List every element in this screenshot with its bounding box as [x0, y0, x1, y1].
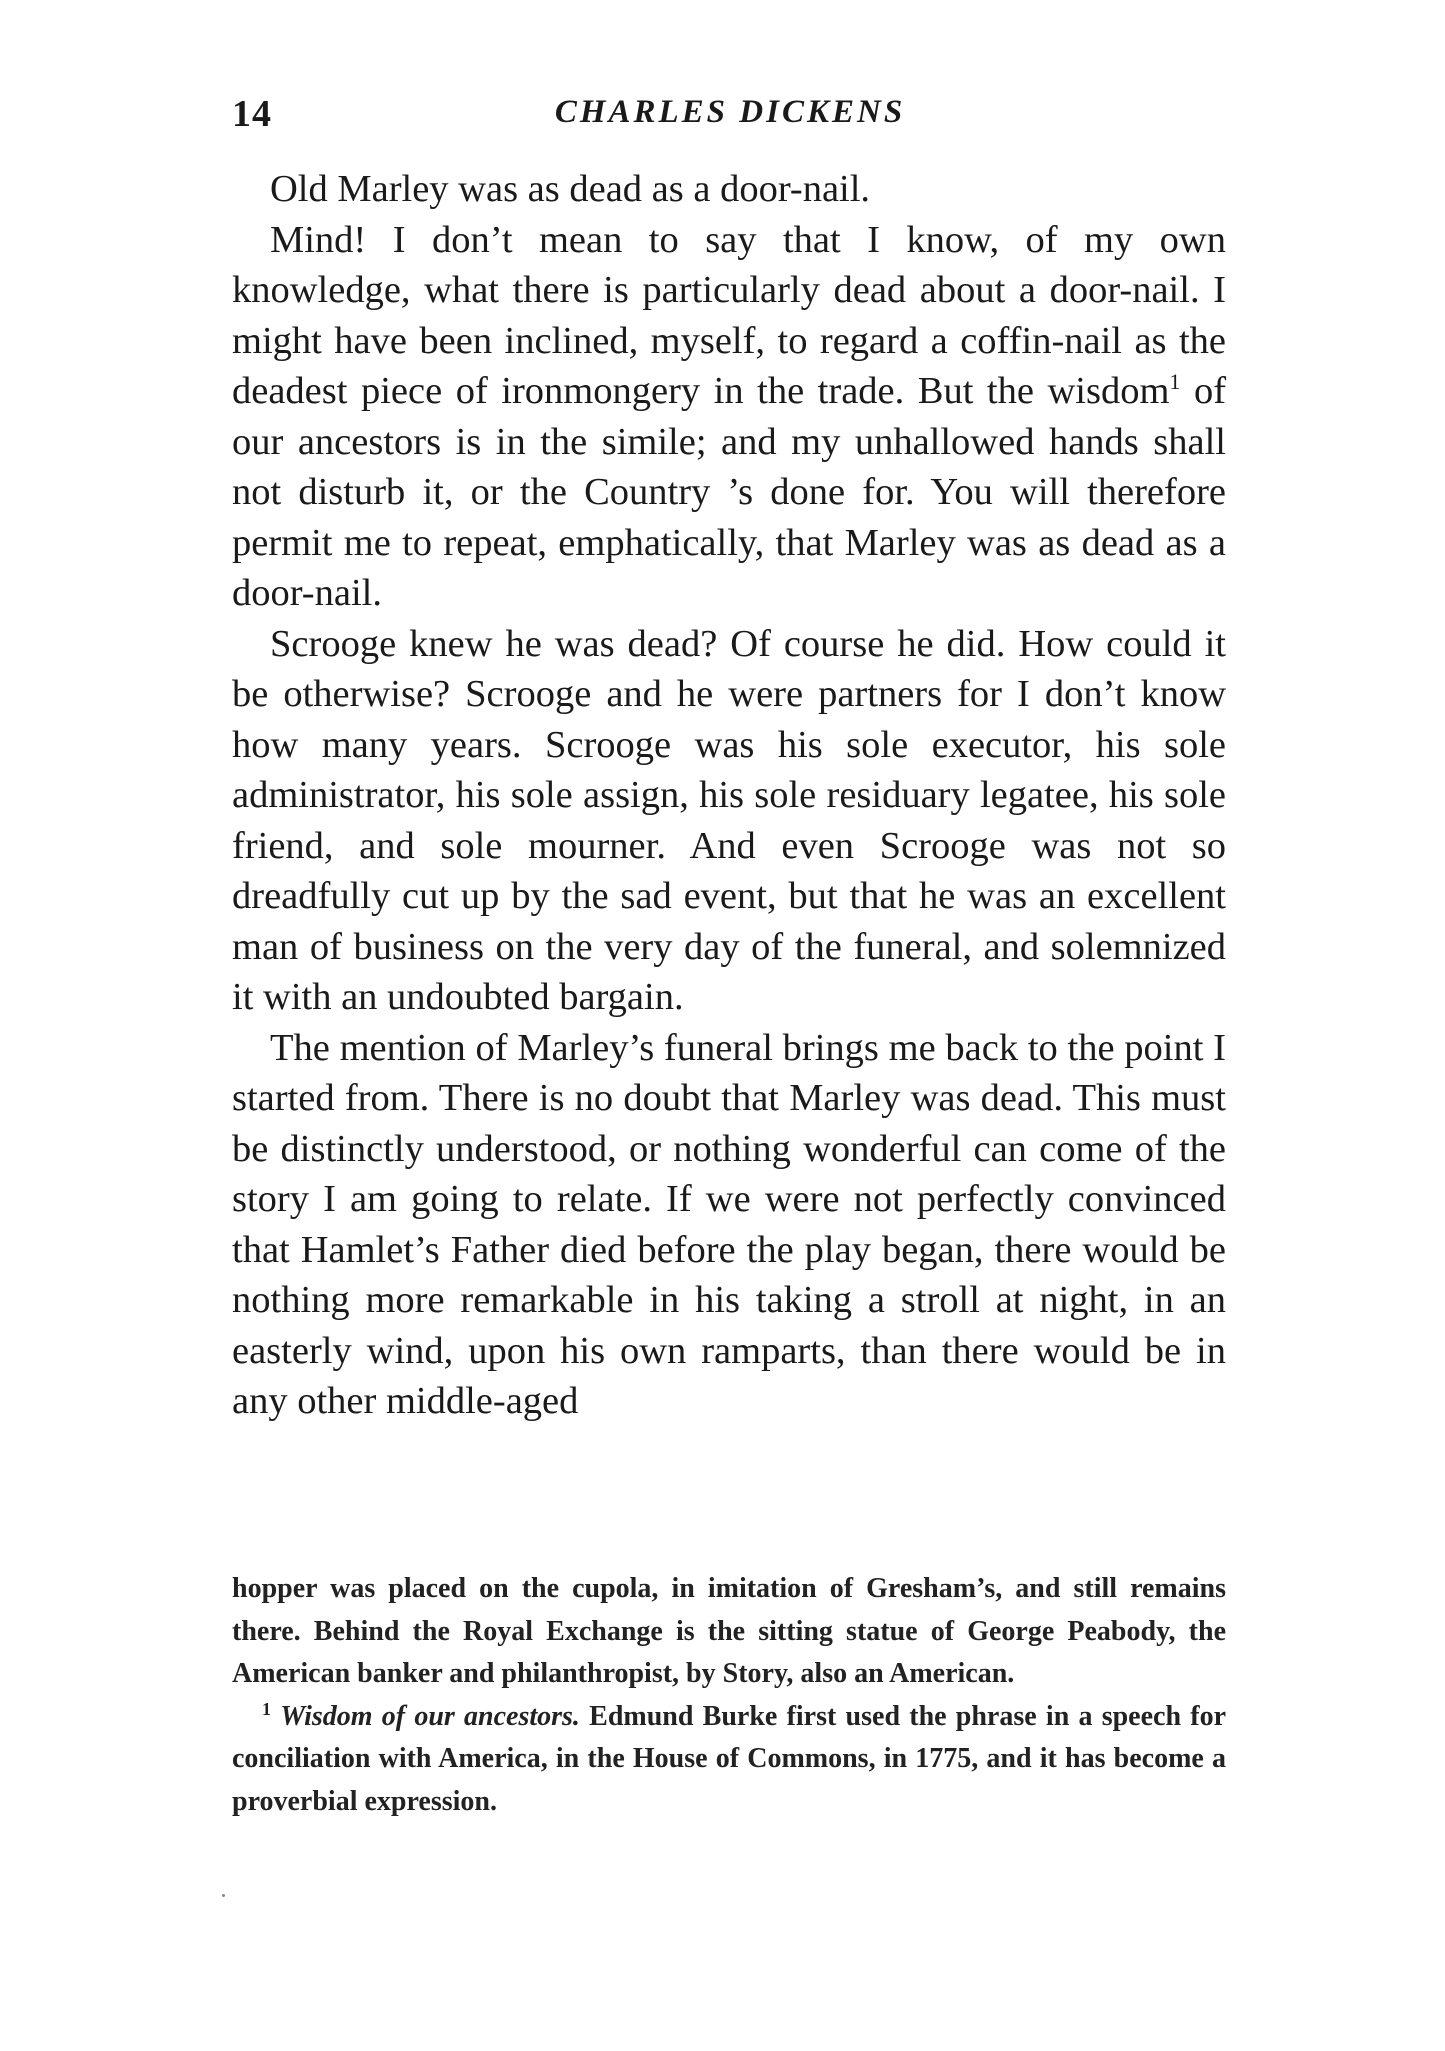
paragraph-text: Mind! I don’t mean to say that I know, of my own knowledge, what there is particularly dead about a door-nail. I might have been inclined, myself, to regard a coffin-nail as the deadest piece of ironmongery in the trade. But the wisdom: [232, 218, 1226, 412]
paragraph-text: The mention of Marley’s funeral brings me back to the point I started from. There is no doubt that Marley was dead. This must be distinctly understood, or nothing wonderful can come of the story I am going to relate. If we were not perfectly convinced that Hamlet’s Father died before the play began, there would be nothing more remarkable in his taking a stroll at night, in an easterly wind, upon his own ramparts, than there would be in any other middle-aged: [232, 1026, 1226, 1422]
paragraph: [232, 1023, 1226, 1427]
footnote-lemma: Wisdom of our ancestors.: [280, 1700, 580, 1732]
footnotes: [232, 1568, 1226, 1823]
footnote-continued: hopper was placed on the cupola, in imitation of Gresham’s, and still remains there. Behind the Royal Exchange is the sitting statue of George Peabody, the American banker and philanthropist, by Story, also an American.: [232, 1573, 1226, 1689]
scan-speck: [222, 1894, 225, 1897]
footnote-reference[interactable]: 1: [1169, 369, 1181, 394]
main-text: [232, 164, 1226, 1427]
paragraph-text: Old Marley was as dead as a door-nail.: [270, 168, 871, 210]
footnote-1: [232, 1696, 1226, 1824]
running-head: [232, 92, 1228, 142]
running-title: CHARLES DICKENS: [554, 94, 906, 130]
paragraph-text: of our ancestors is in the simile; and my unhallowed hands shall not disturb it, or the Country ’s done for. You will therefore permit me to repeat, emphatically, that Marley was as dead as a door-nail.: [232, 370, 1227, 614]
paragraph: [232, 215, 1226, 619]
footnote-text: Edmund Burke first used the phrase in a speech for conciliation with America, in the House of Commons, in 1775, and it has become a proverbial expression.: [232, 1700, 1227, 1817]
paragraph: [232, 619, 1226, 1023]
footnote-marker: 1: [262, 1698, 271, 1719]
paragraph: [232, 164, 1226, 215]
paragraph-text: Scrooge knew he was dead? Of course he did. How could it be otherwise? Scrooge and he were partners for I don’t know how many years. Scrooge was his sole executor, his sole administrator, his sole assign, his sole residuary legatee, his sole friend, and sole mourner. And even Scrooge was not so dreadfully cut up by the sad event, but that he was an excellent man of business on the very day of the funeral, and solemnized it with an undoubted bargain.: [232, 622, 1226, 1018]
page-number: 14: [232, 93, 272, 135]
